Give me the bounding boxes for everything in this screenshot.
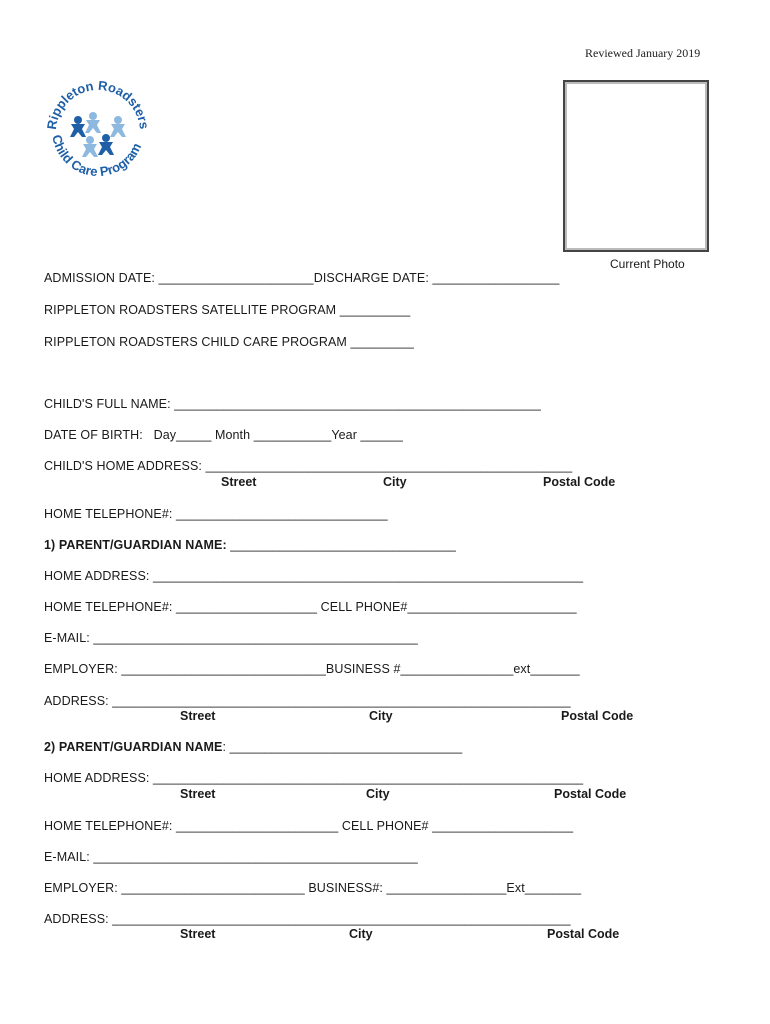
- child-address-street-label: Street: [221, 475, 257, 489]
- parent2-address-postal-label: Postal Code: [547, 927, 620, 941]
- parent1-name-label: 1) PARENT/GUARDIAN NAME:: [44, 538, 227, 552]
- satellite-program-line[interactable]: RIPPLETON ROADSTERS SATELLITE PROGRAM __________: [44, 303, 411, 317]
- parent2-home-postal-label: Postal Code: [554, 787, 627, 801]
- parent2-employer-line[interactable]: EMPLOYER: __________________________ BUSINESS#: _________________Ext________: [44, 881, 582, 895]
- parent2-name-label: 2) PARENT/GUARDIAN NAME: [44, 740, 223, 754]
- home-telephone-line[interactable]: HOME TELEPHONE#: ______________________________: [44, 507, 388, 521]
- parent1-address-postal-label: Postal Code: [561, 709, 634, 723]
- parent1-name-blank[interactable]: ________________________________: [226, 538, 456, 552]
- parent1-address-city-label: City: [369, 709, 393, 723]
- parent2-address-street-label: Street: [180, 927, 216, 941]
- svg-text:Child Care Program: Child Care Program: [49, 133, 145, 180]
- parent1-address-line[interactable]: ADDRESS: _________________________________________________________________: [44, 694, 571, 708]
- parent1-name-line[interactable]: [44, 538, 456, 552]
- parent2-address-line[interactable]: ADDRESS: _________________________________________________________________: [44, 912, 571, 926]
- parent2-address-city-label: City: [349, 927, 373, 941]
- child-address-city-label: City: [383, 475, 407, 489]
- date-of-birth-line[interactable]: DATE OF BIRTH: Day_____ Month ___________Year ______: [44, 428, 403, 442]
- photo-placeholder: [563, 80, 709, 252]
- parent2-name-line[interactable]: [44, 740, 462, 754]
- program-logo: [38, 72, 158, 192]
- photo-label: Current Photo: [610, 257, 685, 271]
- parent2-home-street-label: Street: [180, 787, 216, 801]
- child-address-postal-label: Postal Code: [543, 475, 616, 489]
- parent1-employer-line[interactable]: EMPLOYER: _____________________________BUSINESS #________________ext_______: [44, 662, 580, 676]
- admission-line[interactable]: ADMISSION DATE: ______________________DISCHARGE DATE: __________________: [44, 271, 560, 285]
- parent2-email-line[interactable]: E-MAIL: ______________________________________________: [44, 850, 418, 864]
- parent1-email-line[interactable]: E-MAIL: ______________________________________________: [44, 631, 418, 645]
- parent1-address-street-label: Street: [180, 709, 216, 723]
- parent2-home-address-line[interactable]: HOME ADDRESS: _____________________________________________________________: [44, 771, 584, 785]
- reviewed-date: Reviewed January 2019: [585, 46, 701, 60]
- parent2-home-city-label: City: [366, 787, 390, 801]
- parent1-telephone-line[interactable]: HOME TELEPHONE#: ____________________ CELL PHONE#________________________: [44, 600, 577, 614]
- child-name-line[interactable]: CHILD'S FULL NAME: ____________________________________________________: [44, 397, 541, 411]
- parent2-telephone-line[interactable]: HOME TELEPHONE#: _______________________ CELL PHONE# ____________________: [44, 819, 574, 833]
- parent1-home-address-line[interactable]: HOME ADDRESS: _____________________________________________________________: [44, 569, 584, 583]
- child-care-program-line[interactable]: RIPPLETON ROADSTERS CHILD CARE PROGRAM _________: [44, 335, 414, 349]
- svg-text:Rippleton Roadsters: Rippleton Roadsters: [43, 77, 152, 131]
- parent2-name-blank[interactable]: : _________________________________: [222, 740, 463, 754]
- child-address-line[interactable]: CHILD'S HOME ADDRESS: ____________________________________________________: [44, 459, 573, 473]
